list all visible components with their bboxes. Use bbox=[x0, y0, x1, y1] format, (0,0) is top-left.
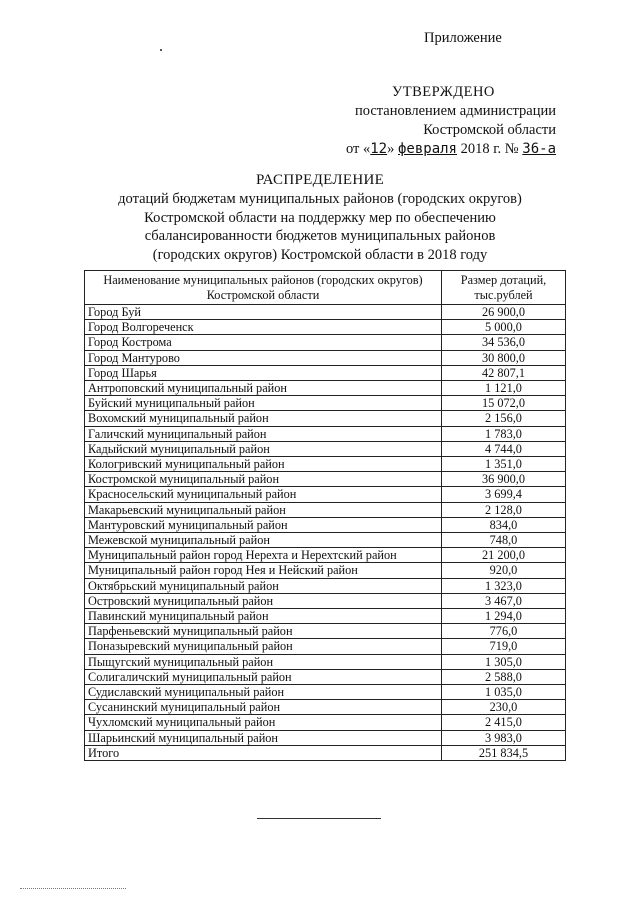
subsidy-amount-cell: 34 536,0 bbox=[442, 335, 566, 350]
date-month: февраля bbox=[397, 141, 457, 157]
subsidy-amount-cell: 36 900,0 bbox=[442, 472, 566, 487]
subsidy-amount-cell: 230,0 bbox=[442, 700, 566, 715]
district-name-cell: Город Мантурово bbox=[85, 350, 442, 365]
table-row bbox=[85, 593, 566, 608]
district-name-cell: Пыщугский муниципальный район bbox=[85, 654, 442, 669]
table-row bbox=[85, 502, 566, 517]
column-header-name: Наименование муниципальных районов (городских округов) Костромской области bbox=[85, 271, 442, 305]
subsidy-amount-cell: 30 800,0 bbox=[442, 350, 566, 365]
district-name-cell: Межевской муниципальный район bbox=[85, 533, 442, 548]
district-name-cell: Павинский муниципальный район bbox=[85, 609, 442, 624]
table-row bbox=[85, 563, 566, 578]
district-name-cell: Сусанинский муниципальный район bbox=[85, 700, 442, 715]
table-row bbox=[85, 320, 566, 335]
district-name-cell: Муниципальный район город Нея и Нейский район bbox=[85, 563, 442, 578]
subsidy-amount-cell: 1 294,0 bbox=[442, 609, 566, 624]
table-header-row bbox=[85, 271, 566, 305]
approval-date-line bbox=[346, 141, 556, 158]
district-name-cell: Муниципальный район город Нерехта и Нерехтский район bbox=[85, 548, 442, 563]
district-name-cell: Город Кострома bbox=[85, 335, 442, 350]
subsidy-table bbox=[84, 270, 566, 761]
subsidy-amount-cell: 2 128,0 bbox=[442, 502, 566, 517]
document-subtitle bbox=[90, 190, 550, 264]
table-row bbox=[85, 639, 566, 654]
subsidy-amount-cell: 776,0 bbox=[442, 624, 566, 639]
district-name-cell: Красносельский муниципальный район bbox=[85, 487, 442, 502]
subsidy-amount-cell: 15 072,0 bbox=[442, 396, 566, 411]
table-row bbox=[85, 533, 566, 548]
table-row bbox=[85, 365, 566, 380]
table-row bbox=[85, 624, 566, 639]
table-row bbox=[85, 426, 566, 441]
table-row bbox=[85, 609, 566, 624]
district-name-cell: Вохомский муниципальный район bbox=[85, 411, 442, 426]
district-name-cell: Антроповский муниципальный район bbox=[85, 381, 442, 396]
subtitle-line-2: Костромской области на поддержку мер по обеспечению bbox=[144, 209, 496, 226]
approved-stamp-text: УТВЕРЖДЕНО bbox=[392, 84, 495, 100]
date-year: 2018 г. № bbox=[457, 141, 523, 157]
table-row bbox=[85, 305, 566, 320]
date-day: 12 bbox=[370, 141, 388, 157]
district-name-cell: Островский муниципальный район bbox=[85, 593, 442, 608]
subsidy-amount-cell: 5 000,0 bbox=[442, 320, 566, 335]
district-name-cell: Костромской муниципальный район bbox=[85, 472, 442, 487]
district-name-cell: Город Шарья bbox=[85, 365, 442, 380]
subsidy-amount-cell: 1 035,0 bbox=[442, 685, 566, 700]
table-row bbox=[85, 700, 566, 715]
subsidy-amount-cell: 4 744,0 bbox=[442, 441, 566, 456]
subsidy-amount-cell: 2 415,0 bbox=[442, 715, 566, 730]
subtitle-line-4: (городских округов) Костромской области в 2018 году bbox=[152, 246, 488, 263]
district-name-cell: Макарьевский муниципальный район bbox=[85, 502, 442, 517]
district-name-cell: Город Волгореченск bbox=[85, 320, 442, 335]
subtitle-line-1: дотаций бюджетам муниципальных районов (городских округов) bbox=[118, 191, 522, 207]
subsidy-amount-cell: 26 900,0 bbox=[442, 305, 566, 320]
district-name-cell: Судиславский муниципальный район bbox=[85, 685, 442, 700]
table-row bbox=[85, 441, 566, 456]
table-row bbox=[85, 578, 566, 593]
district-name-cell: Парфеньевский муниципальный район bbox=[85, 624, 442, 639]
table-row bbox=[85, 350, 566, 365]
subsidy-amount-cell: 1 323,0 bbox=[442, 578, 566, 593]
table-row bbox=[85, 669, 566, 684]
table-row bbox=[85, 487, 566, 502]
subsidy-amount-cell: 251 834,5 bbox=[442, 745, 566, 760]
district-name-cell: Октябрьский муниципальный район bbox=[85, 578, 442, 593]
district-name-cell: Поназыревский муниципальный район bbox=[85, 639, 442, 654]
table-row bbox=[85, 472, 566, 487]
subsidy-amount-cell: 1 783,0 bbox=[442, 426, 566, 441]
district-name-cell: Мантуровский муниципальный район bbox=[85, 517, 442, 532]
table-row bbox=[85, 730, 566, 745]
subsidy-amount-cell: 21 200,0 bbox=[442, 548, 566, 563]
table-row bbox=[85, 715, 566, 730]
district-name-cell: Шарьинский муниципальный район bbox=[85, 730, 442, 745]
subsidy-amount-cell: 2 588,0 bbox=[442, 669, 566, 684]
document-title: РАСПРЕДЕЛЕНИЕ bbox=[255, 172, 385, 188]
subsidy-amount-cell: 3 467,0 bbox=[442, 593, 566, 608]
subsidy-amount-cell: 1 121,0 bbox=[442, 381, 566, 396]
table-body bbox=[85, 305, 566, 761]
date-mid: » bbox=[387, 141, 398, 157]
subsidy-amount-cell: 1 305,0 bbox=[442, 654, 566, 669]
subsidy-amount-cell: 748,0 bbox=[442, 533, 566, 548]
table-row bbox=[85, 548, 566, 563]
subsidy-amount-cell: 3 983,0 bbox=[442, 730, 566, 745]
date-prefix: от « bbox=[345, 141, 371, 157]
district-name-cell: Солигаличский муниципальный район bbox=[85, 669, 442, 684]
subsidy-amount-cell: 42 807,1 bbox=[442, 365, 566, 380]
district-name-cell: Кологривский муниципальный район bbox=[85, 457, 442, 472]
table-row bbox=[85, 654, 566, 669]
scan-speck bbox=[160, 49, 162, 51]
subsidy-amount-cell: 920,0 bbox=[442, 563, 566, 578]
approval-line-1: постановлением администрации bbox=[354, 103, 556, 119]
table-row bbox=[85, 335, 566, 350]
table-row bbox=[85, 411, 566, 426]
table-row bbox=[85, 517, 566, 532]
district-name-cell: Кадыйский муниципальный район bbox=[85, 441, 442, 456]
subsidy-amount-cell: 2 156,0 bbox=[442, 411, 566, 426]
district-name-cell: Итого bbox=[85, 745, 442, 760]
signature-divider bbox=[257, 818, 381, 819]
table-row bbox=[85, 396, 566, 411]
table-row bbox=[85, 685, 566, 700]
subtitle-line-3: сбалансированности бюджетов муниципальных районов bbox=[144, 228, 496, 244]
district-name-cell: Галичский муниципальный район bbox=[85, 426, 442, 441]
district-name-cell: Буйский муниципальный район bbox=[85, 396, 442, 411]
appendix-label: Приложение bbox=[424, 30, 502, 46]
footer-divider bbox=[20, 888, 126, 889]
subsidy-amount-cell: 719,0 bbox=[442, 639, 566, 654]
subsidy-amount-cell: 3 699,4 bbox=[442, 487, 566, 502]
subsidy-amount-cell: 1 351,0 bbox=[442, 457, 566, 472]
column-header-amount: Размер дотаций, тыс.рублей bbox=[442, 271, 566, 305]
subsidy-amount-cell: 834,0 bbox=[442, 517, 566, 532]
table-row bbox=[85, 381, 566, 396]
approval-line-2: Костромской области bbox=[423, 122, 556, 138]
district-name-cell: Чухломский муниципальный район bbox=[85, 715, 442, 730]
table-row bbox=[85, 457, 566, 472]
decree-number: 36-а bbox=[522, 141, 556, 157]
table-total-row bbox=[85, 745, 566, 760]
district-name-cell: Город Буй bbox=[85, 305, 442, 320]
